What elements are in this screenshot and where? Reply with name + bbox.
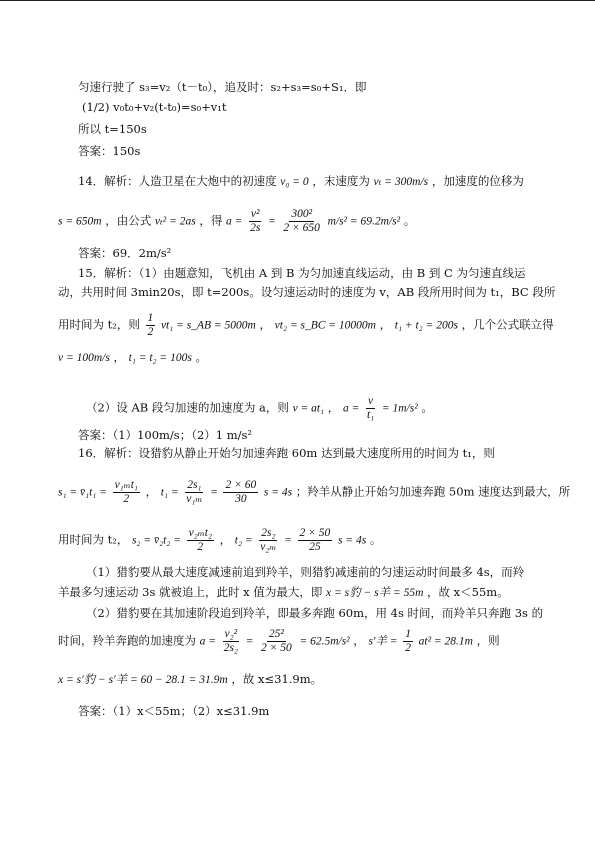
text: ，得 — [199, 213, 223, 228]
text: 用时间为 t₂， — [58, 532, 129, 547]
text: 。 — [421, 400, 433, 415]
formula: = 1m/s² — [381, 402, 418, 415]
text: 时间，羚羊奔跑的加速度为 — [58, 633, 196, 648]
formula: a = — [342, 402, 360, 415]
text-line: 动，共用时间 3min20s，即 t=200s。设匀速运动时的速度为 v，AB 段所用时间为 t₁，BC 段所 — [58, 285, 556, 299]
fraction: $\frac{2 \times 60}{30}$ — [225, 479, 257, 505]
formula: s′羊 = — [368, 635, 398, 648]
formula: s₁ = v̄₁t₁ = — [58, 486, 107, 499]
formula: t₂ = — [234, 534, 253, 547]
text: ， — [353, 633, 365, 648]
text: ， — [327, 400, 340, 415]
text: ；羚羊从静止开始匀加速奔跑 50m 速度达到最大，所 — [295, 484, 571, 499]
text-line: 所以 t=150s — [78, 122, 147, 136]
formula: s = 4s — [263, 486, 293, 499]
fraction: $\frac{\text{v²}}{2s}$ — [250, 208, 261, 234]
formula: m/s² = 69.2m/s² — [327, 215, 401, 228]
text: ，加速度的位移为 — [431, 174, 524, 188]
fraction: $\frac{1}{2}$ — [147, 312, 154, 338]
formula-line — [58, 672, 322, 687]
text: 羊最多匀速运动 3s 就被追上，此时 x 值为最大，即 — [58, 585, 323, 599]
formula-line: 时间，羚羊奔跑的加速度为 a = $\frac{\text{v₂²}}{\text{2s₂}}$ = $\frac{\text{25²}}{2 \times 50}$ = 62.5m/s² ， s′羊 = $\frac{1}{2}$ at² = 28.1m ，则 — [58, 628, 500, 654]
formula: a = — [226, 215, 243, 228]
fraction: $\frac{2 \times 50}{25}$ — [299, 527, 331, 553]
top-rule — [0, 0, 595, 1]
formula: at² = 28.1m — [418, 635, 473, 648]
text: 14．解析：人造卫星在大炮中的初速度 — [78, 174, 277, 188]
formula: vt₁ = s_AB = 5000m — [160, 319, 256, 332]
text-line: 匀速行驶了 s₃=v₂（t－t₀），追及时：s₂+s₃=s₀+S₁．即 — [78, 80, 367, 94]
answer-line: 答案：150s — [78, 144, 141, 158]
fraction: $\frac{\text{v₂ₘt₂}}{2}$ — [188, 527, 212, 553]
problem-16-line: 16．解析：设猎豹从静止开始匀加速奔跑 60m 达到最大速度所用的时间为 t₁，则 — [78, 446, 495, 460]
answer-line: 答案：69．2m/s² — [78, 246, 172, 260]
problem-15-line: 15．解析：（1）由题意知，飞机由 A 到 B 为匀加速直线运动，由 B 到 C 为匀速直线运 — [78, 266, 526, 280]
text: ，则 — [476, 633, 500, 648]
text: （2）设 AB 段匀加速的加速度为 a，则 — [86, 400, 289, 415]
text: ，故 x＜55m。 — [427, 585, 509, 599]
text: 。 — [403, 213, 416, 228]
text: ，由公式 — [105, 213, 152, 228]
text: 用时间为 t₂，则 — [58, 317, 140, 332]
text: ， — [219, 532, 232, 547]
formula: v₀ = 0 — [280, 176, 309, 188]
formula: vₜ² = 2as — [154, 215, 196, 228]
fraction: $\frac{\text{2s₁}}{\text{v₁ₘ}}$ — [186, 479, 203, 505]
formula: v = 100m/s — [58, 352, 110, 364]
formula-line — [58, 312, 554, 339]
text: ， — [113, 350, 125, 364]
fraction: $\frac{\text{300²}}{2 \times 650}$ — [283, 208, 320, 234]
fraction: $\frac{v}{\text{t₁}}$ — [366, 395, 375, 421]
answer-line: 答案：（1）100m/s；（2）1 m/s² — [78, 428, 253, 442]
formula-line: 用时间为 t₂， s₂ = v̄₂t₂ = $\frac{\text{v₂ₘt₂}}{2}$ ， t₂ = $\frac{\text{2s₂}}{\text{v₂ₘ}}$ = $\frac{2 \times 50}{25}$ s = 4s 。 — [58, 527, 382, 553]
text-line: (1/2) v₀t₀+v₂(t-t₀)=s₀+v₁t — [82, 100, 227, 114]
formula: s₂ = v̄₂t₂ = — [132, 534, 181, 547]
text-line: （1）猎豹要从最大速度减速前追到羚羊，则猎豹减速前的匀速运动时间最多 4s，而羚 — [86, 565, 525, 579]
formula: x = s豹 − s羊 = 55m — [325, 587, 424, 599]
formula: = 62.5m/s² — [299, 635, 350, 648]
formula: vt₂ = s_BC = 10000m — [274, 319, 376, 332]
formula-line — [86, 395, 433, 422]
formula: s = 4s — [337, 534, 367, 547]
formula: a = — [199, 635, 217, 648]
formula: s = 650m — [58, 215, 102, 228]
formula-line: s₁ = v̄₁t₁ = $\frac{\text{v₁ₘt₁}}{2}$ ， t₁ = $\frac{\text{2s₁}}{\text{v₁ₘ}}$ = $\frac{2 \times 60}{30}$ s = 4s ；羚羊从静止开始匀加速奔跑 50m 速度达到最大，所 — [58, 479, 571, 505]
fraction: $\frac{\text{v₁ₘt₁}}{2}$ — [114, 479, 138, 505]
formula: t₁ + t₂ = 200s — [394, 319, 458, 332]
formula: vₜ = 300m/s — [373, 176, 429, 188]
fraction: $\frac{\text{2s₂}}{\text{v₂ₘ}}$ — [260, 527, 277, 553]
text: ，末速度为 — [312, 174, 370, 188]
formula: t₁ = — [160, 486, 179, 499]
text: ， — [145, 484, 158, 499]
formula: x = s′豹 − s′羊 = 60 − 28.1 = 31.9m — [58, 674, 228, 686]
problem-14-line — [78, 174, 524, 189]
fraction: $\frac{\text{25²}}{2 \times 50}$ — [261, 628, 292, 654]
fraction: $\frac{\text{v₂²}}{\text{2s₂}}$ — [223, 628, 238, 654]
formula: v = at₁ — [292, 402, 325, 415]
text-line: （2）猎豹要在其加速阶段追到羚羊，即最多奔跑 60m，用 4s 时间，而羚羊只奔跑 3s 的 — [86, 606, 544, 620]
text: 。 — [195, 350, 207, 364]
fraction: $\frac{1}{2}$ — [405, 628, 411, 654]
formula-line — [58, 585, 509, 600]
formula: t₁ = t₂ = 100s — [128, 352, 192, 364]
text: 。 — [369, 532, 382, 547]
text: ， — [379, 317, 392, 332]
formula-line: s = 650m ，由公式 vₜ² = 2as ，得 a = $\frac{\text{v²}}{2s}$ = $\frac{\text{300²}}{2 \times 650}$ m/s² = 69.2m/s² 。 — [58, 208, 416, 234]
text: ，几个公式联立得 — [461, 317, 554, 332]
answer-line: 答案：（1）x＜55m；（2）x≤31.9m — [78, 704, 270, 718]
formula-line — [58, 350, 207, 365]
text: ， — [259, 317, 272, 332]
text: ，故 x≤31.9m。 — [231, 672, 323, 686]
